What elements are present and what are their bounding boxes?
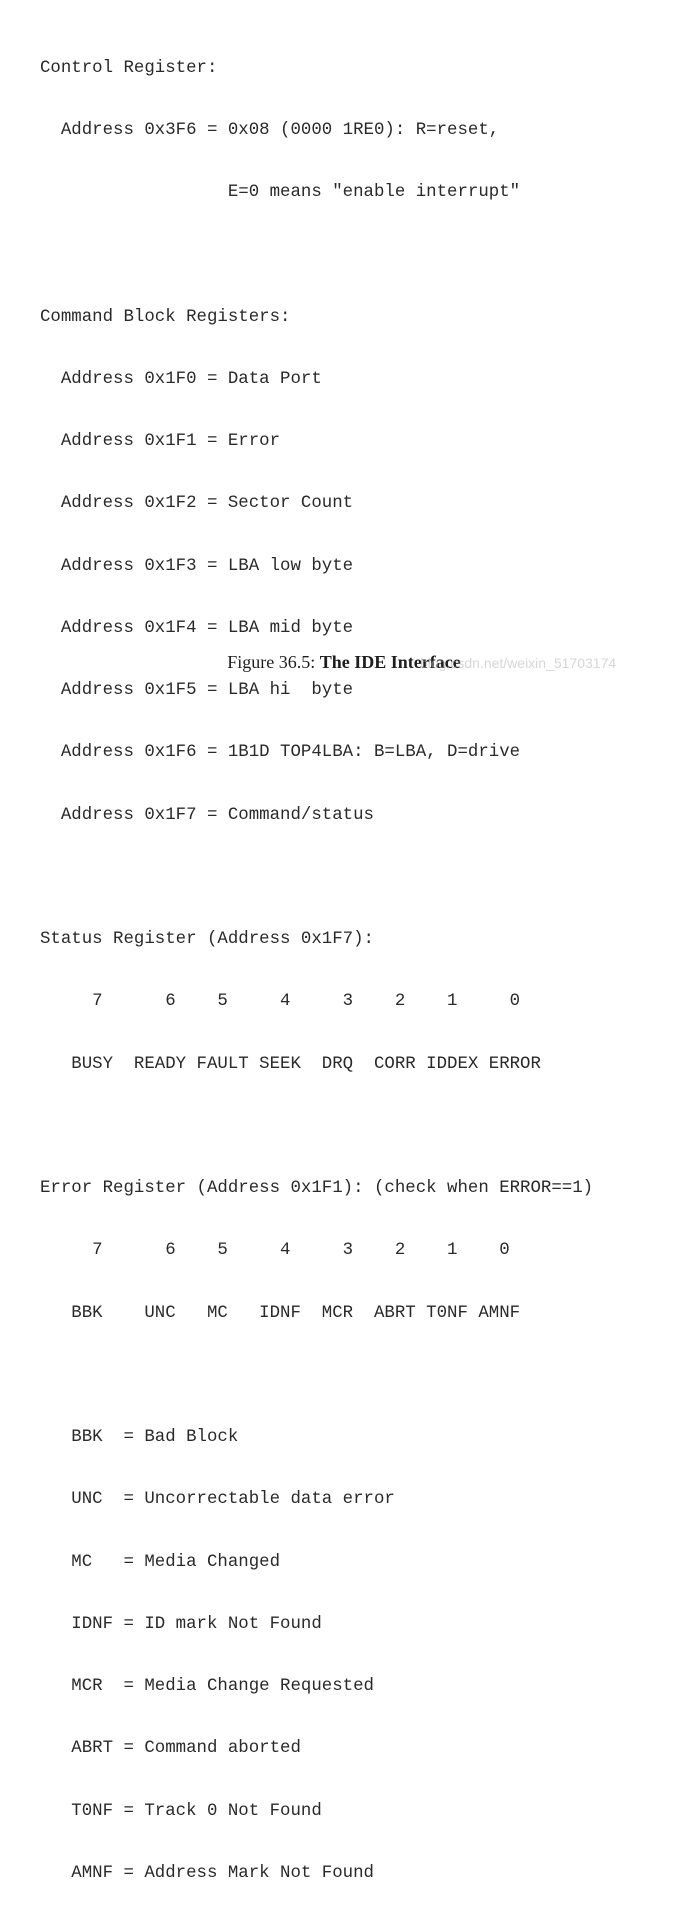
control-register-heading: Control Register: — [40, 58, 218, 78]
blank-line — [40, 1117, 593, 1138]
blank-line — [40, 868, 593, 889]
error-definition: AMNF = Address Mark Not Found — [40, 1863, 374, 1883]
command-block-line: Address 0x1F2 = Sector Count — [40, 494, 354, 514]
error-definition: ABRT = Command aborted — [40, 1739, 301, 1759]
figure-label: Figure 36.5: — [227, 652, 320, 672]
command-block-line: Address 0x1F5 = LBA hi byte — [40, 681, 354, 700]
error-definition: IDNF = ID mark Not Found — [40, 1614, 322, 1634]
error-register-bit-names: BBK UNC MC IDNF MCR ABRT T0NF AMNF — [40, 1303, 521, 1323]
error-definition: UNC = Uncorrectable data error — [40, 1490, 395, 1510]
status-register-heading: Status Register (Address 0x1F7): — [40, 930, 374, 949]
command-block-line: Address 0x1F3 = LBA low byte — [40, 556, 354, 576]
status-register-bit-names: BUSY READY FAULT SEEK DRQ CORR IDDEX ERROR — [40, 1054, 541, 1074]
command-block-heading: Command Block Registers: — [40, 307, 291, 327]
blank-line — [40, 245, 593, 266]
error-definition: MCR = Media Change Requested — [40, 1677, 374, 1696]
blank-line — [40, 1366, 593, 1387]
error-register-bit-numbers: 7 6 5 4 3 2 1 0 — [40, 1241, 510, 1261]
error-definition: T0NF = Track 0 Not Found — [40, 1801, 322, 1821]
command-block-line: Address 0x1F6 = 1B1D TOP4LBA: B=LBA, D=drive — [40, 743, 521, 763]
watermark: blog.csdn.net/weixin_51703174 — [420, 655, 617, 671]
error-definition: MC = Media Changed — [40, 1552, 281, 1572]
register-listing — [40, 17, 593, 1905]
control-register-note: E=0 means "enable interrupt" — [40, 183, 521, 202]
error-register-heading: Error Register (Address 0x1F1): (check when ERROR==1) — [40, 1179, 594, 1198]
command-block-line: Address 0x1F7 = Command/status — [40, 805, 374, 825]
control-register-address: Address 0x3F6 = 0x08 (0000 1RE0): R=reset, — [40, 120, 500, 140]
command-block-line: Address 0x1F1 = Error — [40, 432, 281, 451]
command-block-line: Address 0x1F4 = LBA mid byte — [40, 618, 354, 638]
error-definition: BBK = Bad Block — [40, 1428, 239, 1447]
command-block-line: Address 0x1F0 = Data Port — [40, 369, 322, 389]
figure-title: The IDE Interface — [319, 652, 461, 672]
status-register-bit-numbers: 7 6 5 4 3 2 1 0 — [40, 992, 521, 1012]
